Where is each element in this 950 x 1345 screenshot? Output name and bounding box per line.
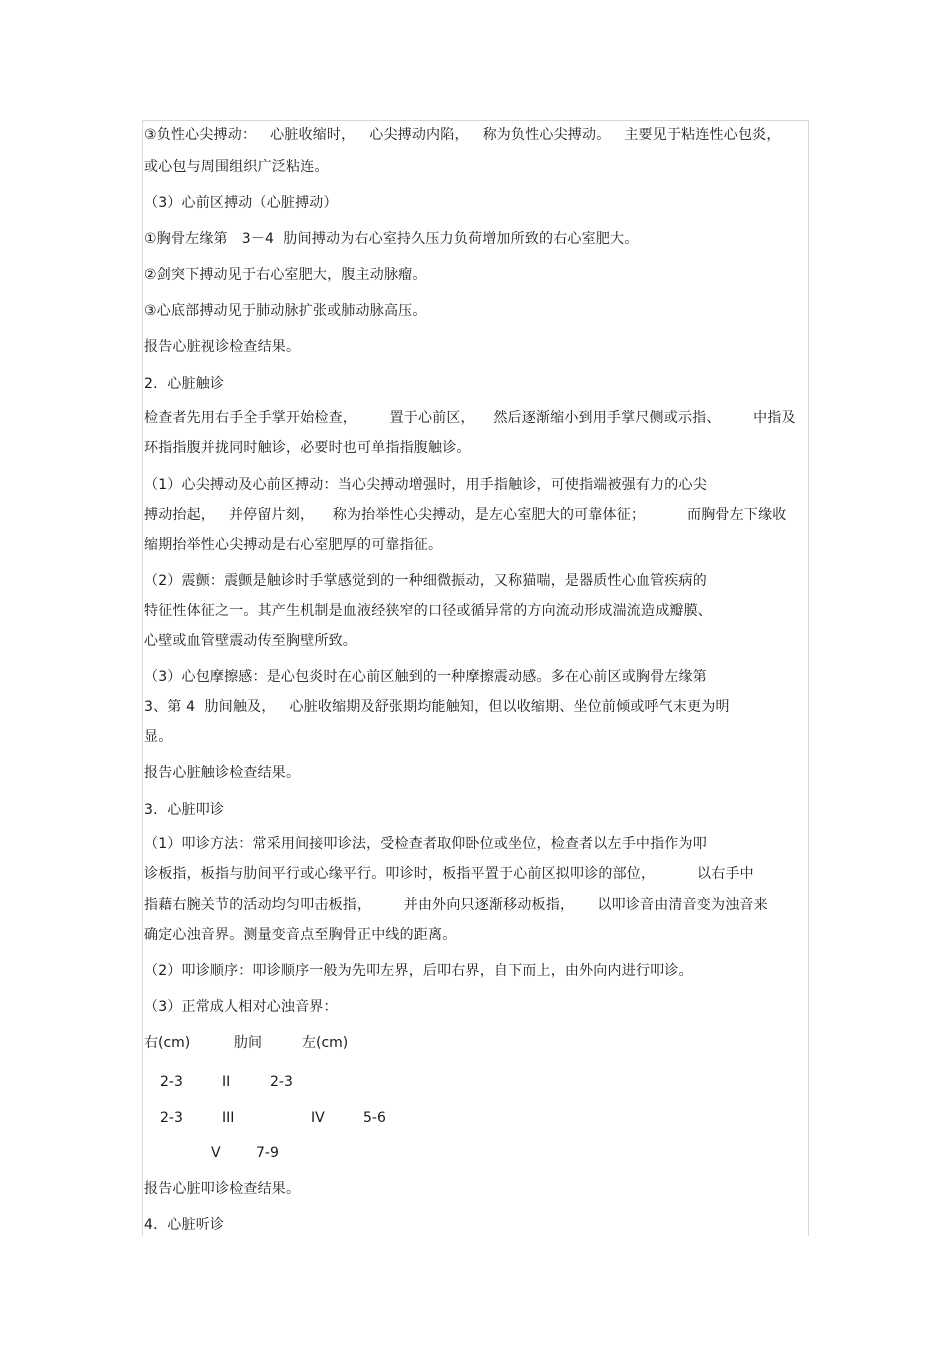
text-line: （3）心包摩擦感：是心包炎时在心前区触到的一种摩擦震动感。多在心前区或胸骨左缘第 xyxy=(144,669,707,685)
text-line: 诊板指，板指与肋间平行或心缘平行。叩诊时，板指平置于心前区拟叩诊的部位， 以右手中 xyxy=(144,866,754,882)
text-line: 心壁或血管壁震动传至胸壁所致。 xyxy=(144,633,357,649)
text-line: （3）正常成人相对心浊音界： xyxy=(144,999,338,1015)
text-line: 4．心脏听诊 xyxy=(144,1217,225,1233)
text-line: （3）心前区搏动（心脏搏动） xyxy=(144,195,338,211)
table-cell: IV xyxy=(311,1110,325,1126)
table-cell: 左(cm) xyxy=(302,1035,349,1051)
text-line: ②剑突下搏动见于右心室肥大，腹主动脉瘤。 xyxy=(144,267,427,283)
text-line: 指藉右腕关节的活动均匀叩击板指， 并由外向只逐渐移动板指， 以叩诊音由清音变为浊音来 xyxy=(144,897,768,913)
table-cell: 2-3 xyxy=(160,1110,183,1126)
text-line: 或心包与周围组织广泛粘连。 xyxy=(144,159,329,175)
table-cell: 肋间 xyxy=(234,1035,262,1051)
table-cell: 5-6 xyxy=(363,1110,386,1126)
table-cell: III xyxy=(222,1110,235,1126)
text-line: 3．心脏叩诊 xyxy=(144,802,225,818)
table-cell: 右(cm) xyxy=(144,1035,191,1051)
text-line: ③负性心尖搏动： 心脏收缩时， 心尖搏动内陷， 称为负性心尖搏动。 主要见于粘连性心包炎， xyxy=(144,127,781,143)
text-line: 环指指腹并拢同时触诊，必要时也可单指指腹触诊。 xyxy=(144,440,471,456)
table-cell: 2-3 xyxy=(160,1074,183,1090)
text-line: 检查者先用右手全手掌开始检查， 置于心前区， 然后逐渐缩小到用手掌尺侧或示指、 中指及 xyxy=(144,410,796,426)
text-line: 搏动抬起， 并停留片刻， 称为抬举性心尖搏动，是左心室肥大的可靠体征； 而胸骨左下缘收 xyxy=(144,507,787,523)
text-line: 显。 xyxy=(144,729,173,745)
text-line: （1）叩诊方法：常采用间接叩诊法，受检查者取仰卧位或坐位，检查者以左手中指作为叩 xyxy=(144,836,707,852)
text-line: 确定心浊音界。测量变音点至胸骨正中线的距离。 xyxy=(144,927,457,943)
text-line: 报告心脏叩诊检查结果。 xyxy=(144,1181,301,1197)
table-cell: V xyxy=(211,1145,221,1161)
text-line: 报告心脏触诊检查结果。 xyxy=(144,765,301,781)
table-cell: 7-9 xyxy=(256,1145,279,1161)
text-line: ①胸骨左缘第 3－4 肋间搏动为右心室持久压力负荷增加所致的右心室肥大。 xyxy=(144,231,639,247)
text-line: 缩期抬举性心尖搏动是右心室肥厚的可靠指征。 xyxy=(144,537,443,553)
text-line: 报告心脏视诊检查结果。 xyxy=(144,339,301,355)
text-line: 2．心脏触诊 xyxy=(144,376,225,392)
table-cell: 2-3 xyxy=(270,1074,293,1090)
text-line: 特征性体征之一。其产生机制是血液经狭窄的口径或循异常的方向流动形成湍流造成瓣膜、 xyxy=(144,603,712,619)
text-line: 3、第 4 肋间触及， 心脏收缩期及舒张期均能触知，但以收缩期、坐位前倾或呼气末更为明 xyxy=(144,699,730,715)
text-line: （2）叩诊顺序：叩诊顺序一般为先叩左界，后叩右界，自下而上，由外向内进行叩诊。 xyxy=(144,963,693,979)
text-line: （2）震颤：震颤是触诊时手掌感觉到的一种细微振动，又称猫喘，是器质性心血管疾病的 xyxy=(144,573,707,589)
table-cell: II xyxy=(222,1074,231,1090)
text-line: ③心底部搏动见于肺动脉扩张或肺动脉高压。 xyxy=(144,303,427,319)
text-line: （1）心尖搏动及心前区搏动：当心尖搏动增强时，用手指触诊，可使指端被强有力的心尖 xyxy=(144,477,707,493)
